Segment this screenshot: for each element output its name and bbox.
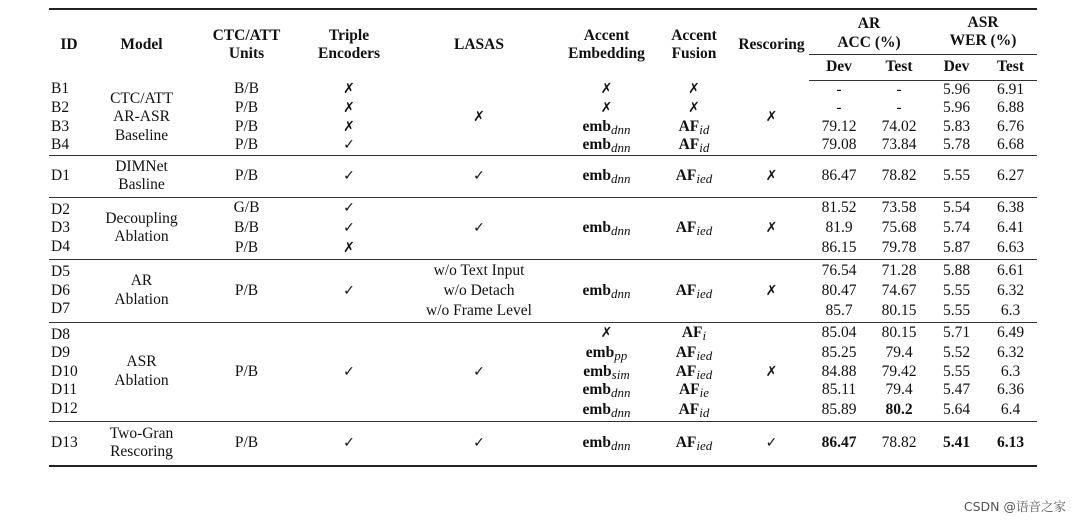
header-asr-wer: ASR WER (%) [929,9,1037,55]
table-row [49,155,1037,197]
cell-asr-dev: 5.83 [942,117,971,135]
cell-triple: ✗ [343,100,355,116]
cell-asr-dev: 5.55 [929,155,984,197]
cell-asr-dev: 5.78 [942,136,971,153]
cell-units: B/B [234,80,259,98]
cell-id: D4 [51,237,70,255]
cell-id: B3 [51,117,70,135]
cell-fusion: AFied [654,155,734,197]
header-model: Model [120,35,163,53]
cell-asr-test: 6.3 [1000,362,1021,380]
header-accent-fusion: Accent Fusion [671,26,717,62]
cell-asr-dev: 5.96 [942,99,971,116]
cell-ar-dev: 86.15 [821,239,857,256]
cell-asr-dev: 5.96 [942,80,971,98]
cell-asr-dev: 5.55 [942,362,971,380]
header-asr-test: Test [984,55,1037,81]
cell-emb: embdnn [559,422,654,466]
cell-units: P/B [234,239,259,256]
cell-asr-test: 6.63 [996,239,1025,256]
cell-units: P/B [194,322,299,422]
cell-model: Two-Gran Rescoring [89,422,194,466]
cell-rescoring: ✗ [734,155,809,197]
cell-emb: embdnn [582,381,631,400]
cell-id: D10 [51,362,78,380]
cell-id: D1 [49,155,89,197]
header-lasas: LASAS [454,35,504,53]
cell-id: D12 [51,399,78,417]
cell-fusion: AFid [678,117,710,137]
cell-lasas: ✓ [399,422,559,466]
table-row [49,422,1037,466]
cell-id: D7 [51,300,70,317]
cell-asr-dev: 5.74 [942,219,971,236]
cell-model: CTC/ATT AR-ASR Baseline [110,89,173,144]
cell-fusion: AFid [678,136,710,155]
header-rescoring: Rescoring [738,35,805,53]
cell-emb: embdnn [559,260,654,323]
cell-triple: ✓ [299,422,399,466]
cell-emb: embdnn [559,197,654,260]
cell-emb: ✗ [600,100,613,116]
cell-rescoring: ✓ [734,422,809,466]
cell-asr-test: 6.4 [1000,401,1021,418]
cell-lasas: w/o Frame Level [426,301,532,319]
cell-ar-dev: 79.12 [821,117,857,135]
header-ar-acc: AR ACC (%) [809,9,929,55]
cell-id: D6 [51,281,70,299]
cell-ar-dev: - [836,80,842,98]
cell-asr-dev: 5.52 [942,344,971,361]
cell-id: B4 [51,136,70,153]
cell-ar-dev: 76.54 [809,260,869,282]
cell-triple: ✓ [299,260,399,323]
cell-ar-test: 78.82 [869,422,929,466]
header-triple-encoders: Triple Encoders [318,26,380,62]
cell-id: B1 [51,80,70,98]
table-row [49,80,1037,99]
cell-emb: embpp [585,344,628,363]
cell-fusion: AFied [675,344,713,363]
cell-fusion: AFi [654,322,734,344]
cell-lasas: ✓ [399,322,559,422]
cell-ar-test: 73.58 [869,197,929,219]
cell-ar-test: 71.28 [869,260,929,282]
header-asr-dev: Dev [929,55,984,81]
cell-asr-dev: 5.64 [942,401,971,418]
cell-fusion: ✗ [688,81,700,98]
cell-rescoring: ✗ [765,109,778,125]
cell-ar-test: 79.78 [881,239,917,256]
table-row [49,260,1037,282]
cell-fusion: AFied [675,362,713,382]
cell-emb: embdnn [582,117,631,137]
cell-triple: ✗ [343,118,355,135]
cell-ar-test: 78.82 [869,155,929,197]
cell-id: B2 [51,99,70,116]
cell-asr-test: 6.32 [996,281,1025,299]
cell-ar-test: 79.42 [881,362,917,380]
cell-asr-dev: 5.47 [942,381,971,398]
watermark: CSDN @语音之家 [963,499,1066,514]
cell-ar-test: 74.67 [881,281,917,299]
cell-asr-test: 6.68 [996,136,1025,153]
results-table-figure [49,8,1037,467]
cell-fusion: AFied [654,422,734,466]
cell-triple: ✓ [299,155,399,197]
cell-triple: ✓ [299,197,399,219]
cell-id: D8 [49,322,89,344]
cell-model: Decoupling Ablation [89,197,194,260]
cell-triple: ✓ [299,322,399,422]
cell-ar-dev: 85.11 [821,381,857,398]
cell-ar-test: 80.15 [881,301,917,319]
cell-asr-dev: 5.55 [942,281,971,299]
table-row [49,322,1037,344]
cell-units: B/B [234,219,259,236]
cell-emb: embsim [583,362,630,382]
header-units: CTC/ATT Units [212,26,281,62]
cell-triple: ✓ [343,137,355,153]
cell-model: ASR Ablation [89,322,194,422]
header-accent-embedding: Accent Embedding [568,26,645,62]
cell-asr-test: 6.27 [984,155,1037,197]
cell-lasas: ✓ [399,197,559,260]
cell-asr-dev: 5.54 [929,197,984,219]
cell-ar-test: 79.4 [885,381,913,398]
cell-fusion: AFie [678,381,710,400]
cell-units: P/B [194,155,299,197]
cell-id: D9 [51,344,70,361]
cell-rescoring: ✗ [734,197,809,260]
cell-lasas: w/o Text Input [399,260,559,282]
cell-ar-dev: 85.25 [821,344,857,361]
cell-emb: embdnn [559,155,654,197]
cell-id: D5 [49,260,89,282]
cell-asr-test: 6.13 [984,422,1037,466]
cell-fusion: AFied [654,260,734,323]
cell-ar-dev: 79.08 [821,136,857,153]
cell-ar-dev: 84.88 [821,362,857,380]
cell-ar-test: 80.2 [885,401,913,418]
cell-ar-dev: - [836,99,842,116]
cell-fusion: AFied [654,197,734,260]
cell-id: D3 [51,219,70,236]
cell-asr-test: 6.61 [984,260,1037,282]
cell-ar-dev: 81.52 [809,197,869,219]
cell-ar-dev: 86.47 [809,422,869,466]
cell-asr-dev: 5.87 [942,239,971,256]
cell-asr-dev: 5.88 [929,260,984,282]
header-id: ID [60,35,78,53]
cell-units: P/B [234,99,259,116]
cell-ar-dev: 86.47 [809,155,869,197]
cell-asr-test: 6.41 [996,219,1025,236]
cell-units: P/B [194,260,299,323]
cell-asr-test: 6.32 [996,344,1025,361]
cell-model: DIMNet Basline [89,155,194,197]
cell-asr-test: 6.91 [996,80,1025,98]
cell-emb: ✗ [559,322,654,344]
cell-ar-dev: 85.7 [825,301,853,319]
cell-ar-dev: 81.9 [825,219,853,236]
cell-units: P/B [194,422,299,466]
header-ar-dev: Dev [809,55,869,81]
cell-units: G/B [194,197,299,219]
table-row [49,197,1037,219]
cell-lasas: ✓ [399,155,559,197]
cell-units: P/B [234,136,259,153]
cell-triple: ✗ [343,240,355,256]
cell-fusion: AFid [678,401,710,420]
cell-rescoring: ✗ [734,260,809,323]
cell-id: D2 [49,197,89,219]
cell-rescoring: ✗ [734,322,809,422]
cell-triple: ✗ [343,81,355,98]
cell-asr-test: 6.88 [996,99,1025,116]
cell-ar-test: 80.15 [869,322,929,344]
cell-emb: embdnn [582,136,631,155]
cell-asr-dev: 5.71 [929,322,984,344]
cell-asr-test: 6.49 [984,322,1037,344]
results-table [49,8,1037,467]
cell-fusion: ✗ [688,100,700,116]
cell-lasas: ✗ [473,109,485,125]
cell-ar-test: - [896,80,902,98]
cell-emb: ✗ [600,81,613,98]
cell-ar-test: 75.68 [881,219,917,236]
cell-id: D13 [49,422,89,466]
cell-ar-test: 79.4 [885,344,913,361]
cell-id: D11 [51,381,78,398]
cell-ar-dev: 80.47 [821,281,857,299]
cell-ar-test: 73.84 [881,136,917,153]
cell-asr-dev: 5.55 [942,301,971,319]
cell-asr-test: 6.76 [996,117,1025,135]
cell-ar-test: 74.02 [881,117,917,135]
cell-ar-dev: 85.89 [821,401,857,418]
cell-emb: embdnn [582,401,631,420]
cell-asr-test: 6.38 [984,197,1037,219]
cell-asr-test: 6.3 [1000,301,1021,319]
cell-asr-test: 6.36 [996,381,1025,398]
cell-ar-test: - [896,99,902,116]
cell-asr-dev: 5.41 [929,422,984,466]
header-ar-test: Test [869,55,929,81]
cell-ar-dev: 85.04 [809,322,869,344]
cell-triple: ✓ [343,220,355,236]
cell-units: P/B [234,117,259,135]
cell-model: AR Ablation [89,260,194,323]
cell-lasas: w/o Detach [443,281,515,299]
